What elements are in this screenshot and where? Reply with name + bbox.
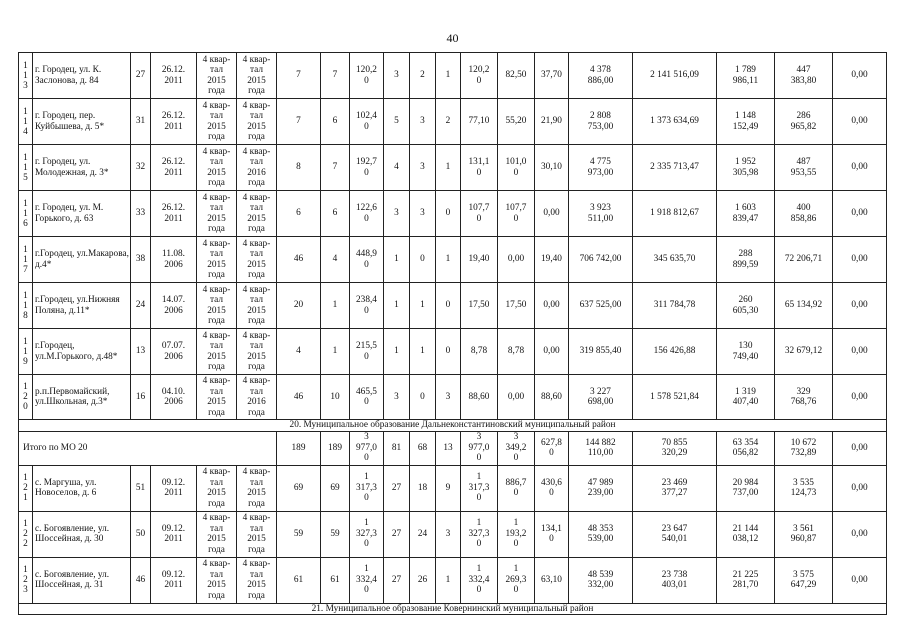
total-row xyxy=(19,431,887,465)
table-row xyxy=(19,465,887,511)
table-cell: 400 858,86 xyxy=(775,191,833,237)
table-cell: 3 xyxy=(384,191,410,237)
table-cell: 4 квар- тал 2015 года xyxy=(197,557,237,603)
table-cell: 0 xyxy=(410,375,436,420)
table-cell: 286 965,82 xyxy=(775,99,833,145)
table-cell: 37,70 xyxy=(535,53,569,99)
row-index: 1 2 3 xyxy=(19,557,33,603)
total-cell: 3 977,0 0 xyxy=(350,431,384,465)
total-cell: 144 882 110,00 xyxy=(569,431,633,465)
section-title: 20. Муниципальное образование Дальнеконстантиновский муниципальный район xyxy=(19,420,887,432)
table-cell: 1 xyxy=(384,237,410,283)
page-number: 40 xyxy=(446,31,459,45)
table-cell: 16 xyxy=(131,375,151,420)
table-cell: 1 332,4 0 xyxy=(350,557,384,603)
table-cell: 131,1 0 xyxy=(461,145,498,191)
table-row xyxy=(19,53,887,99)
table-cell: 23 738 403,01 xyxy=(633,557,717,603)
table-cell: 487 953,55 xyxy=(775,145,833,191)
table-cell: 0,00 xyxy=(833,145,887,191)
table-cell: 26.12. 2011 xyxy=(151,99,197,145)
total-cell: 189 xyxy=(277,431,321,465)
table-row xyxy=(19,237,887,283)
table-cell: 0,00 xyxy=(498,237,535,283)
table-cell: 8,78 xyxy=(461,329,498,375)
table-cell: 4 квар- тал 2015 года xyxy=(197,53,237,99)
table-cell: 1 xyxy=(436,53,461,99)
table-cell: 3 227 698,00 xyxy=(569,375,633,420)
table-cell: 30,10 xyxy=(535,145,569,191)
table-cell: 3 575 647,29 xyxy=(775,557,833,603)
table-cell: 7 xyxy=(321,145,350,191)
total-cell: 63 354 056,82 xyxy=(717,431,775,465)
total-cell: 3 977,0 0 xyxy=(461,431,498,465)
table-cell: 2 141 516,09 xyxy=(633,53,717,99)
table-cell: 21 144 038,12 xyxy=(717,511,775,557)
table-cell: 448,9 0 xyxy=(350,237,384,283)
table-cell: 3 xyxy=(436,375,461,420)
table-cell: 0,00 xyxy=(833,53,887,99)
table-cell: 430,6 0 xyxy=(535,465,569,511)
row-index: 1 1 3 xyxy=(19,53,33,99)
table-cell: 21 225 281,70 xyxy=(717,557,775,603)
table-cell: 32 679,12 xyxy=(775,329,833,375)
table-cell: 130 749,40 xyxy=(717,329,775,375)
table-cell: 88,60 xyxy=(461,375,498,420)
table-cell: 4 квар- тал 2015 года xyxy=(197,375,237,420)
table-cell: 0,00 xyxy=(833,329,887,375)
table-cell: 51 xyxy=(131,465,151,511)
table-cell: 4 xyxy=(384,145,410,191)
table-cell: 27 xyxy=(384,465,410,511)
table-cell: 10 xyxy=(321,375,350,420)
table-cell: 101,0 0 xyxy=(498,145,535,191)
row-index: 1 1 6 xyxy=(19,191,33,237)
table-cell: 72 206,71 xyxy=(775,237,833,283)
total-cell: 81 xyxy=(384,431,410,465)
table-cell: 156 426,88 xyxy=(633,329,717,375)
table-cell: 32 xyxy=(131,145,151,191)
table-cell: 1 952 305,98 xyxy=(717,145,775,191)
table-cell: 0,00 xyxy=(833,283,887,329)
table-cell: 46 xyxy=(277,237,321,283)
address-cell: г. Городец, ул. М. Горького, д. 63 xyxy=(33,191,131,237)
table-cell: 3 535 124,73 xyxy=(775,465,833,511)
table-cell: 4 квар- тал 2015 года xyxy=(197,191,237,237)
table-cell: 3 923 511,00 xyxy=(569,191,633,237)
row-index: 1 1 9 xyxy=(19,329,33,375)
table-cell: 17,50 xyxy=(498,283,535,329)
table-cell: 4 квар- тал 2015 года xyxy=(197,329,237,375)
table-row xyxy=(19,145,887,191)
table-cell: 4 квар- тал 2015 года xyxy=(237,99,277,145)
address-cell: г. Городец, пер. Куйбышева, д. 5* xyxy=(33,99,131,145)
table-cell: 120,2 0 xyxy=(350,53,384,99)
table-cell: 1 xyxy=(384,283,410,329)
address-cell: г.Городец, ул.М.Горького, д.48* xyxy=(33,329,131,375)
table-cell: 14.07. 2006 xyxy=(151,283,197,329)
table-cell: 1 269,3 0 xyxy=(498,557,535,603)
table-cell: 0,00 xyxy=(833,375,887,420)
table-cell: 63,10 xyxy=(535,557,569,603)
table-cell: 20 xyxy=(277,283,321,329)
table-cell: 4 квар- тал 2015 года xyxy=(197,511,237,557)
table-cell: 447 383,80 xyxy=(775,53,833,99)
table-cell: 4 378 886,00 xyxy=(569,53,633,99)
table-cell: 4 квар- тал 2015 года xyxy=(237,511,277,557)
address-cell: г.Городец, ул.Макарова, д.4* xyxy=(33,237,131,283)
table-cell: 04.10. 2006 xyxy=(151,375,197,420)
table-cell: 4 квар- тал 2015 года xyxy=(197,283,237,329)
table-cell: 0,00 xyxy=(498,375,535,420)
table-cell: 8 xyxy=(277,145,321,191)
table-cell: 0,00 xyxy=(535,329,569,375)
table-cell: 23 647 540,01 xyxy=(633,511,717,557)
table-cell: 6 xyxy=(321,99,350,145)
table-cell: 192,7 0 xyxy=(350,145,384,191)
total-cell: 3 349,2 0 xyxy=(498,431,535,465)
table-cell: 3 xyxy=(384,53,410,99)
table-cell: 329 768,76 xyxy=(775,375,833,420)
table-cell: 238,4 0 xyxy=(350,283,384,329)
table-cell: 134,1 0 xyxy=(535,511,569,557)
table-cell: 311 784,78 xyxy=(633,283,717,329)
table-cell: 1 xyxy=(321,329,350,375)
table-cell: 215,5 0 xyxy=(350,329,384,375)
table-cell: 1 xyxy=(436,557,461,603)
total-cell: 68 xyxy=(410,431,436,465)
section-header-row xyxy=(19,603,887,615)
section-title: 21. Муниципальное образование Ковернинский муниципальный район xyxy=(19,603,887,615)
table-cell: 24 xyxy=(131,283,151,329)
row-index: 1 1 4 xyxy=(19,99,33,145)
total-label: Итого по МО 20 xyxy=(19,431,277,465)
table-cell: 1 603 839,47 xyxy=(717,191,775,237)
address-cell: г.Городец, ул.Нижняя Поляна, д.11* xyxy=(33,283,131,329)
table-cell: 59 xyxy=(321,511,350,557)
row-index: 1 2 1 xyxy=(19,465,33,511)
table-cell: 319 855,40 xyxy=(569,329,633,375)
table-cell: 0,00 xyxy=(833,237,887,283)
table-cell: 50 xyxy=(131,511,151,557)
table-cell: 4 xyxy=(321,237,350,283)
table-cell: 0 xyxy=(436,283,461,329)
table-cell: 0,00 xyxy=(833,557,887,603)
table-cell: 19,40 xyxy=(461,237,498,283)
table-cell: 61 xyxy=(277,557,321,603)
table-cell: 706 742,00 xyxy=(569,237,633,283)
table-cell: 6 xyxy=(277,191,321,237)
total-cell: 189 xyxy=(321,431,350,465)
table-cell: 0,00 xyxy=(833,191,887,237)
table-cell: 13 xyxy=(131,329,151,375)
table-cell: 107,7 0 xyxy=(461,191,498,237)
table-cell: 26.12. 2011 xyxy=(151,145,197,191)
table-cell: 09.12. 2011 xyxy=(151,511,197,557)
table-cell: 6 xyxy=(321,191,350,237)
row-index: 1 1 7 xyxy=(19,237,33,283)
table-cell: 122,6 0 xyxy=(350,191,384,237)
table-cell: 31 xyxy=(131,99,151,145)
table-cell: 0 xyxy=(410,237,436,283)
table-cell: 46 xyxy=(131,557,151,603)
table-cell: 48 353 539,00 xyxy=(569,511,633,557)
table-cell: 1 xyxy=(410,283,436,329)
table-cell: 82,50 xyxy=(498,53,535,99)
table-cell: 7 xyxy=(277,53,321,99)
table-cell: 2 808 753,00 xyxy=(569,99,633,145)
table-cell: 1 317,3 0 xyxy=(350,465,384,511)
table-cell: 9 xyxy=(436,465,461,511)
table-row xyxy=(19,511,887,557)
table-cell: 4 квар- тал 2015 года xyxy=(197,465,237,511)
table-cell: 21,90 xyxy=(535,99,569,145)
table-cell: 4 квар- тал 2015 года xyxy=(197,99,237,145)
table-cell: 46 xyxy=(277,375,321,420)
table-cell: 38 xyxy=(131,237,151,283)
table-row xyxy=(19,99,887,145)
table-cell: 0,00 xyxy=(833,511,887,557)
table-cell: 1 xyxy=(436,145,461,191)
table-cell: 4 квар- тал 2015 года xyxy=(197,237,237,283)
table-cell: 20 984 737,00 xyxy=(717,465,775,511)
table-cell: 4 квар- тал 2015 года xyxy=(237,191,277,237)
table-cell: 09.12. 2011 xyxy=(151,465,197,511)
table-cell: 1 789 986,11 xyxy=(717,53,775,99)
table-cell: 1 193,2 0 xyxy=(498,511,535,557)
table-cell: 48 539 332,00 xyxy=(569,557,633,603)
table-cell: 1 xyxy=(436,237,461,283)
table-cell: 55,20 xyxy=(498,99,535,145)
address-cell: р.п.Первомайский, ул.Школьная, д.3* xyxy=(33,375,131,420)
table-cell: 26.12. 2011 xyxy=(151,191,197,237)
table-cell: 2 xyxy=(410,53,436,99)
table-cell: 3 xyxy=(410,99,436,145)
table-cell: 77,10 xyxy=(461,99,498,145)
table-cell: 4 xyxy=(277,329,321,375)
table-cell: 09.12. 2011 xyxy=(151,557,197,603)
table-row xyxy=(19,329,887,375)
table-cell: 19,40 xyxy=(535,237,569,283)
section-header-row xyxy=(19,420,887,432)
table-cell: 7 xyxy=(321,53,350,99)
table-cell: 886,7 0 xyxy=(498,465,535,511)
row-index: 1 2 0 xyxy=(19,375,33,420)
table-cell: 4 квар- тал 2015 года xyxy=(197,145,237,191)
table-cell: 47 989 239,00 xyxy=(569,465,633,511)
table-cell: 27 xyxy=(384,511,410,557)
table-cell: 3 xyxy=(384,375,410,420)
table-cell: 2 xyxy=(436,99,461,145)
table-cell: 0,00 xyxy=(833,465,887,511)
address-cell: с. Богоявление, ул. Шоссейная, д. 30 xyxy=(33,511,131,557)
table-cell: 8,78 xyxy=(498,329,535,375)
table-cell: 2 335 713,47 xyxy=(633,145,717,191)
table-cell: 69 xyxy=(321,465,350,511)
table-cell: 4 775 973,00 xyxy=(569,145,633,191)
table-cell: 1 332,4 0 xyxy=(461,557,498,603)
total-cell: 13 xyxy=(436,431,461,465)
total-cell: 10 672 732,89 xyxy=(775,431,833,465)
table-cell: 4 квар- тал 2016 года xyxy=(237,375,277,420)
table-cell: 345 635,70 xyxy=(633,237,717,283)
table-cell: 4 квар- тал 2015 года xyxy=(237,557,277,603)
table-cell: 120,2 0 xyxy=(461,53,498,99)
table-cell: 26.12. 2011 xyxy=(151,53,197,99)
table-cell: 465,5 0 xyxy=(350,375,384,420)
table-cell: 27 xyxy=(131,53,151,99)
row-index: 1 1 8 xyxy=(19,283,33,329)
table-row xyxy=(19,375,887,420)
address-cell: с. Богоявление, ул. Шоссейная, д. 31 xyxy=(33,557,131,603)
table-cell: 27 xyxy=(384,557,410,603)
table-row xyxy=(19,557,887,603)
table-cell: 4 квар- тал 2015 года xyxy=(237,283,277,329)
table-cell: 7 xyxy=(277,99,321,145)
table-cell: 5 xyxy=(384,99,410,145)
table-cell: 88,60 xyxy=(535,375,569,420)
total-cell: 70 855 320,29 xyxy=(633,431,717,465)
table-cell: 61 xyxy=(321,557,350,603)
table-cell: 18 xyxy=(410,465,436,511)
table-body xyxy=(19,53,887,615)
table-cell: 1 373 634,69 xyxy=(633,99,717,145)
table-cell: 3 xyxy=(410,191,436,237)
total-cell: 627,8 0 xyxy=(535,431,569,465)
table-cell: 102,4 0 xyxy=(350,99,384,145)
table-row xyxy=(19,191,887,237)
table-cell: 1 327,3 0 xyxy=(350,511,384,557)
table-cell: 65 134,92 xyxy=(775,283,833,329)
table-cell: 23 469 377,27 xyxy=(633,465,717,511)
table-row xyxy=(19,283,887,329)
table-cell: 1 327,3 0 xyxy=(461,511,498,557)
table-cell: 17,50 xyxy=(461,283,498,329)
table-cell: 26 xyxy=(410,557,436,603)
table-cell: 0,00 xyxy=(535,191,569,237)
table-cell: 1 317,3 0 xyxy=(461,465,498,511)
table-cell: 1 xyxy=(384,329,410,375)
table-cell: 0,00 xyxy=(535,283,569,329)
address-cell: с. Маргуша, ул. Новоселов, д. 6 xyxy=(33,465,131,511)
table-cell: 4 квар- тал 2015 года xyxy=(237,53,277,99)
total-cell: 0,00 xyxy=(833,431,887,465)
address-cell: г. Городец, ул. К. Заслонова, д. 84 xyxy=(33,53,131,99)
table-cell: 0 xyxy=(436,191,461,237)
table-cell: 4 квар- тал 2015 года xyxy=(237,329,277,375)
housing-program-table xyxy=(18,52,887,615)
table-cell: 107,7 0 xyxy=(498,191,535,237)
table-cell: 260 605,30 xyxy=(717,283,775,329)
table-cell: 3 xyxy=(436,511,461,557)
table-cell: 1 578 521,84 xyxy=(633,375,717,420)
row-index: 1 1 5 xyxy=(19,145,33,191)
table-cell: 1 xyxy=(321,283,350,329)
row-index: 1 2 2 xyxy=(19,511,33,557)
table-cell: 33 xyxy=(131,191,151,237)
table-cell: 1 319 407,40 xyxy=(717,375,775,420)
table-cell: 1 148 152,49 xyxy=(717,99,775,145)
table-cell: 59 xyxy=(277,511,321,557)
table-cell: 4 квар- тал 2015 года xyxy=(237,465,277,511)
table-cell: 637 525,00 xyxy=(569,283,633,329)
table-cell: 4 квар- тал 2015 года xyxy=(237,237,277,283)
address-cell: г. Городец, ул. Молодежная, д. 3* xyxy=(33,145,131,191)
table-cell: 3 561 960,87 xyxy=(775,511,833,557)
table-cell: 0 xyxy=(436,329,461,375)
table-cell: 288 899,59 xyxy=(717,237,775,283)
table-cell: 11.08. 2006 xyxy=(151,237,197,283)
table-cell: 69 xyxy=(277,465,321,511)
table-cell: 0,00 xyxy=(833,99,887,145)
table-cell: 1 xyxy=(410,329,436,375)
table-cell: 4 квар- тал 2016 года xyxy=(237,145,277,191)
table-cell: 24 xyxy=(410,511,436,557)
table-cell: 1 918 812,67 xyxy=(633,191,717,237)
table-cell: 3 xyxy=(410,145,436,191)
table-cell: 07.07. 2006 xyxy=(151,329,197,375)
